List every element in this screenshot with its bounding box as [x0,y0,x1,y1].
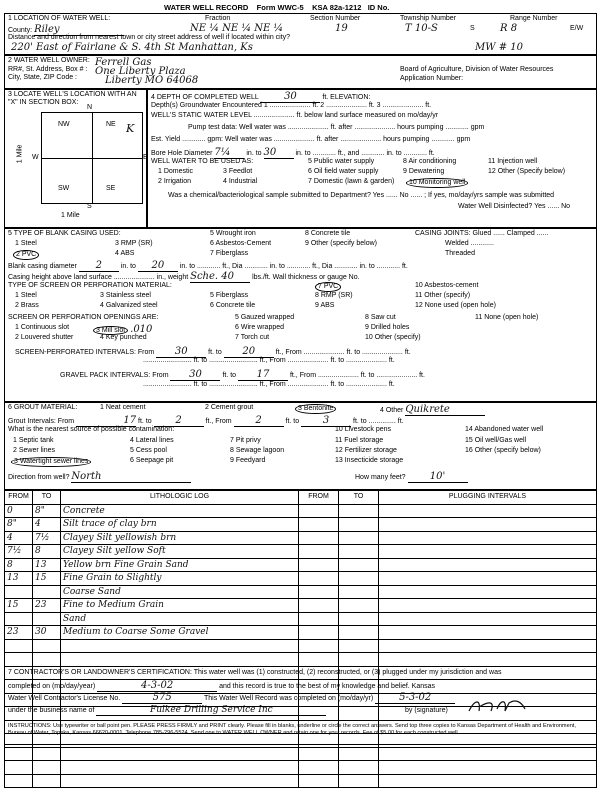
plug-to[interactable] [339,774,379,788]
log-to[interactable] [33,585,61,599]
plug-to[interactable] [339,504,379,518]
log-header-lithologic: LITHOLOGIC LOG [61,491,299,505]
water-well-record-form [4,4,597,745]
opening-drilled[interactable]: 9 Drilled holes [365,324,410,331]
blank-to-value[interactable]: 20 [138,260,178,272]
casing-rmp[interactable]: 3 RMP (SR) [115,240,153,247]
county-label: County: [8,27,33,34]
plug-from[interactable] [299,599,339,613]
section-7-certification [4,666,597,745]
bore-rest: in. to ............ ft., and ............ in. to ............ ft. [295,150,435,157]
table-row [5,585,597,599]
application-label: Application Number: [400,75,464,82]
plug-from[interactable] [299,653,339,667]
screen-galvanized[interactable]: 4 Galvanized steel [100,302,158,309]
blank-dia-label: Blank casing diameter [8,263,77,270]
log-to[interactable]: 13 [33,558,61,572]
screen-ft-to: ft. to [208,349,222,356]
opening-louvered[interactable]: 2 Louvered shutter [15,334,74,341]
business-label: under the business name of [8,707,95,714]
screen-to-value[interactable]: 20 [224,346,274,358]
use-11[interactable]: 11 Injection well [488,158,538,165]
log-to[interactable]: 8" [33,504,61,518]
grout-cement[interactable]: 2 Cement grout [205,404,254,411]
plug-from[interactable] [299,572,339,586]
casing-height-label: Casing height above land surface ..................... in., weight [8,274,189,281]
gravel-ft-to: ft. to [222,372,237,379]
grout-to-2[interactable]: 3 [301,415,351,427]
plug-interval[interactable] [379,626,597,640]
blank-dia-value[interactable]: 2 [79,260,119,272]
use-4[interactable]: 4 Industrial [223,178,258,185]
opening-gauzed[interactable]: 5 Gauzed wrapped [235,314,295,321]
casing-label: 5 TYPE OF BLANK CASING USED: [8,230,121,237]
section-5-casing: 5 TYPE OF BLANK CASING USED: 1 Steel 2 PVC 3 RMP (SR) 4 ABS 5 Wrought iron 6 Asbestos-Cement 7 Fiberglass 8 Concrete tile 9 Other (specify below) CASING JOINTS: Glued ...... Clamped ...... Welded ............ Threaded Blank casing diameter 2 in. to 20 in. to ............ ft., Dia ............ in. to ............ ft., Dia ............ in. to ............ ft. Casing height above land surface ..................... in., weight Sche. 40 lbs./ft. Wall thickness or gauge No. TYPE OF SCREEN OR PERFORATION MATERIAL: 1 Steel 2 Brass 3 Stainless steel 4 Galvanized steel 5 Fiberglass 6 Concrete tile 7 PVC 8 RMP (SR) 9 ABS 10 Asbestos-cement 11 Other (specify) 12 None used (open hole) SCREEN OR PERFORATION OPENINGS ARE: 1 Continuous slot 2 Louvered shutter 3 Mill slot .010 4 Key punched 5 Gauzed wrapped 6 Wire wrapped 7 Torch cut 8 Saw cut 9 Drilled holes 10 Other (specify) 11 None (open hole) SCREEN-PERFORATED INTERVALS: From 30 ft. to 20 ft., From ..................... ft. to ..................... ft. ......................... ft. to ......................... ft., From ..................... ft. to ..................... ft. GRAVEL PACK INTERVALS: From 30 ft. to 17 ft., From ..................... ft. to ..................... ft. ......................... ft. to ......................... ft., From ..................... ft. to ..................... ft. [4,228,597,402]
gravel-from-value[interactable]: 30 [170,369,220,381]
owner-address[interactable]: One Liberty Plaza [95,66,186,77]
section-6-grout: 6 GROUT MATERIAL: 1 Neat cement 2 Cement grout 3 Bentonite 4 Other Quikrete Grout Intervals: From 17 ft. to 2 ft., From 2 ft. to 3 ft. to .............. ft. What is the nearest source of possible contamination: 1 Septic tank 4 Lateral lines 7 Pit privy 10 Livestock pens 14 Abandoned water well 2 Sewer lines 5 Cess pool 8 Sewage lagoon 11 Fuel storage 15 Oil well/Gas well 3 Watertight sewer lines 6 Seepage pit 9 Feedyard 12 Fertilizer storage 16 Other (specify below) 13 Insecticide storage Direction from well? North How many feet? 10' [4,402,597,490]
screen-abs[interactable]: 9 ABS [315,302,335,309]
table-row [5,572,597,586]
grout-other[interactable]: 4 Other [380,407,404,414]
log-to[interactable]: 8 [33,545,61,559]
screen-ft-from: ft., From ..................... ft. to ..................... ft. [275,349,411,356]
range-ew: E/W [570,25,584,32]
table-row [5,612,597,626]
plug-interval[interactable] [379,558,597,572]
plug-interval[interactable] [379,774,597,788]
opening-other[interactable]: 10 Other (specify) [365,334,421,341]
use-9[interactable]: 9 Dewatering [403,168,445,175]
record-completed-label: This Water Well Record was completed on (mo/day/yr) [204,695,374,702]
table-row [5,531,597,545]
log-lithology[interactable]: Coarse Sand [61,585,299,599]
contam-lateral[interactable]: 4 Lateral lines [130,437,174,444]
screen-pvc-circled[interactable]: 7 PVC [315,282,341,292]
log-lithology[interactable]: Medium to Coarse Some Gravel [61,626,299,640]
contam-sewer[interactable]: 2 Sewer lines [13,447,56,454]
contam-feedyard[interactable]: 9 Feedyard [230,457,266,464]
range-value[interactable]: R 8 [500,23,518,34]
west-label: W [32,154,39,161]
table-row [5,545,597,559]
owner-city[interactable]: Liberty MO 64068 [105,75,199,86]
plug-interval[interactable] [379,545,597,559]
plug-interval[interactable] [379,761,597,775]
section-4-depth: 4 DEPTH OF COMPLETED WELL 30 ft. ELEVATION: Depth(s) Groundwater Encountered 1 ..................... ft. 2 ..................... ft. 3 ..................... ft. WELL'S STATIC WATER LEVEL ..................... ft. below land surface measured on mo/day/yr Pump test data: Well water was ..................... ft. after ..................... hours pumping ............ gpm Est. Yield ............ gpm: Well water was ..................... ft. after ..................... hours pumping ............ gpm Bore Hole Diameter 7¼ in. to 30 in. to ............ ft., and ............ in. to ............ ft. WELL WATER TO BE USED AS: 5 Public water supply 8 Air conditioning 11 Injection well 1 Domestic 3 Feedlot 6 Oil field water supply 9 Dewatering 12 Other (Specify below) 2 Irrigation 4 Industrial 7 Domestic (lawn & garden) 10 Monitoring well Was a chemical/bacteriological sample submitted to Department? Yes ...... No ...... ; If yes, mo/day/yrs sample was submitted Water Well Disinfected? Yes ...... No [147,89,597,228]
ksa-number: KSA 82a-1212 [312,3,362,12]
use-8[interactable]: 8 Air conditioning [403,158,457,165]
plug-to[interactable] [339,747,379,761]
use-2[interactable]: 2 Irrigation [158,178,192,185]
casing-weight-value[interactable]: Sche. 40 [190,271,250,283]
plug-to[interactable] [339,585,379,599]
gravel-ft-from: ft., From ..................... ft. to ..................... ft. [289,372,425,379]
table-row [5,774,597,788]
screen-stainless[interactable]: 3 Stainless steel [100,292,151,299]
casing-wrought[interactable]: 5 Wrought iron [210,230,256,237]
plug-from[interactable] [299,761,339,775]
casing-asbestos[interactable]: 6 Asbestos-Cement [210,240,272,247]
opening-saw[interactable]: 8 Saw cut [365,314,396,321]
plug-interval[interactable] [379,518,597,532]
depth-label: 4 DEPTH OF COMPLETED WELL [151,94,259,101]
casing-welded: Welded ............ [445,240,494,247]
form-number: Form WWC-5 [256,3,304,12]
log-lithology[interactable]: Yellow brn Fine Grain Sand [61,558,299,572]
mw-number: MW # 10 [475,42,523,53]
log-header-from: FROM [5,491,33,505]
casing-fiberglass[interactable]: 7 Fiberglass [210,250,249,257]
section-3-location-box [4,89,147,228]
contam-fertilizer[interactable]: 12 Fertilizer storage [335,447,397,454]
log-lithology[interactable] [61,653,299,667]
log-lithology[interactable]: Fine Grain to Slightly [61,572,299,586]
completed-label: completed on (mo/day/year) [8,683,96,690]
grout-neat[interactable]: 1 Neat cement [100,404,146,411]
contam-fuel[interactable]: 11 Fuel storage [335,437,384,444]
use-label: WELL WATER TO BE USED AS: [151,158,254,165]
plug-interval[interactable] [379,572,597,586]
quadrant-ne: NE [106,121,116,128]
instructions: INSTRUCTIONS: Use typewriter or ball point pen. PLEASE PRESS FIRMLY and PRINT clearly. Please fill in blanks, underline or circle the correct answers. Send top three copies to Kansas Department of Health and Environment, Bureau of Water, Topeka, Kansas 66620-0001. Telephone 785-296-5524. Send one to WATER WELL OWNER and retain one for your records. Fee of $5.00 for each constructed well. [8,723,576,736]
screen-steel[interactable]: 1 Steel [15,292,37,299]
plug-from[interactable] [299,545,339,559]
section-number-label: Section Number [310,15,361,22]
plug-interval[interactable] [379,504,597,518]
screen-other[interactable]: 11 Other (specify) [415,292,471,299]
log-from[interactable]: 8" [5,518,33,532]
gravel-intervals-label: GRAVEL PACK INTERVALS: From [60,372,169,379]
log-header-plug-to: TO [339,491,379,505]
log-to[interactable] [33,653,61,667]
range-label: Range Number [510,15,558,22]
plug-from[interactable] [299,774,339,788]
screen-brass[interactable]: 2 Brass [15,302,39,309]
screen-concrete[interactable]: 6 Concrete tile [210,302,256,309]
opening-key-punched[interactable]: 4 Key punched [100,334,147,341]
contam-abandoned[interactable]: 14 Abandoned water well [465,426,544,433]
rr-label: RR#, St. Address, Box # : [8,66,88,73]
log-to[interactable]: 7½ [33,531,61,545]
log-lithology[interactable]: Sand [61,612,299,626]
plug-to[interactable] [339,761,379,775]
city-label: City, State, ZIP Code : [8,74,77,81]
casing-abs[interactable]: 4 ABS [115,250,135,257]
plug-to[interactable] [339,531,379,545]
feet-value[interactable]: 10' [408,471,468,483]
use-6[interactable]: 6 Oil field water supply [308,168,379,175]
how-many-label: How many feet? [355,474,406,481]
groundwater-line: Depth(s) Groundwater Encountered 1 ..................... ft. 2 ..................... ft. 3 ..................... ft. [151,102,432,109]
log-lithology[interactable]: Silt trace of clay brn [61,518,299,532]
est-yield-line: Est. Yield ............ gpm: Well water was ..................... ft. after ..................... hours pumping ............ gpm [151,136,471,143]
screen-none[interactable]: 12 None used (open hole) [415,302,496,309]
pump-test-line: Pump test data: Well water was ..................... ft. after ..................... hours pumping ............ gpm [188,124,485,131]
table-row [5,626,597,640]
grout-bentonite-circled[interactable]: 3 Bentonite [295,404,336,414]
log-to[interactable] [33,612,61,626]
license-label: Water Well Contractor's License No. [8,695,121,702]
log-to[interactable] [33,761,61,775]
log-from[interactable]: 7½ [5,545,33,559]
plug-interval[interactable] [379,653,597,667]
log-from[interactable] [5,639,33,653]
mill-slot-size: .010 [130,324,153,335]
contam-label: What is the nearest source of possible contamination: [8,426,175,433]
signature-label: by (signature) [405,707,448,714]
plug-from[interactable] [299,747,339,761]
grout-intervals-label: Grout Intervals: From [8,418,75,425]
use-7[interactable]: 7 Domestic (lawn & garden) [308,178,395,185]
plug-interval[interactable] [379,639,597,653]
log-from[interactable] [5,612,33,626]
plug-interval[interactable] [379,531,597,545]
log-lithology[interactable]: Concrete [61,504,299,518]
log-from[interactable] [5,653,33,667]
log-to[interactable] [33,774,61,788]
distance-label: Distance and direction from nearest town or city street address of well if located within city? [8,34,291,41]
log-lithology[interactable]: Clayey Silt yellow Soft [61,545,299,559]
grout-label: 6 GROUT MATERIAL: [8,404,78,411]
township-s: S [470,25,475,32]
log-from[interactable] [5,761,33,775]
chem-sample-line: Was a chemical/bacteriological sample submitted to Department? Yes ...... No ...... ; If yes, mo/day/yrs sample was submitted [168,192,555,199]
casing-threaded: Threaded [445,250,475,257]
table-row [5,747,597,761]
use-3[interactable]: 3 Feedlot [223,168,253,175]
log-from[interactable]: 0 [5,504,33,518]
township-value[interactable]: T 10-S [405,23,438,34]
disinfected-line: Water Well Disinfected? Yes ...... No [458,203,571,210]
section-number-value[interactable]: 19 [335,23,348,34]
table-row [5,639,597,653]
log-lithology[interactable] [61,639,299,653]
section-3-label: 3 LOCATE WELL'S LOCATION WITH AN "X" IN SECTION BOX: [8,91,137,106]
plug-to[interactable] [339,653,379,667]
table-row [5,599,597,613]
log-from[interactable]: 15 [5,599,33,613]
use-1[interactable]: 1 Domestic [158,168,194,175]
plug-interval[interactable] [379,585,597,599]
north-label: N [87,104,93,111]
plug-to[interactable] [339,572,379,586]
contam-watertight-circled[interactable]: 3 Watertight sewer lines [11,457,91,467]
contam-septic[interactable]: 1 Septic tank [13,437,54,444]
plug-to[interactable] [339,639,379,653]
plug-interval[interactable] [379,599,597,613]
blank-rest: in. to ............ ft., Dia ............ in. to ............ ft., Dia ............ in. to ............ ft. [179,263,408,270]
log-lithology[interactable]: Clayey Silt yellowish brn [61,531,299,545]
log-from[interactable] [5,585,33,599]
plug-interval[interactable] [379,747,597,761]
completed-value[interactable]: 4-3-02 [97,680,217,692]
cert-line-2-rest: and this record is true to the best of my knowledge and belief. Kansas [219,683,436,690]
quadrant-sw: SW [58,185,70,192]
log-to[interactable] [33,639,61,653]
section-1-location [4,13,597,55]
location-label: 1 LOCATION OF WATER WELL: [8,15,111,22]
grout-other-value[interactable]: Quikrete [405,404,485,416]
plug-to[interactable] [339,612,379,626]
form-title: WATER WELL RECORD [164,3,249,12]
casing-joints: CASING JOINTS: Glued ...... Clamped ...... [415,230,549,237]
plug-from[interactable] [299,504,339,518]
contam-cess[interactable]: 5 Cess pool [130,447,167,454]
plug-from[interactable] [299,626,339,640]
grout-from-2[interactable]: 2 [234,415,284,427]
plug-to[interactable] [339,518,379,532]
casing-pvc-circled[interactable]: 2 PVC [13,250,39,260]
owner-name[interactable]: Ferrell Gas [95,57,152,68]
use-12[interactable]: 12 Other (Specify below) [488,168,566,175]
signature [465,697,575,715]
east-label: E [143,154,148,161]
quadrant-nw: NW [58,121,70,128]
screen-rmp[interactable]: 8 RMP (SR) [315,292,353,299]
table-row [5,558,597,572]
depth-unit: ft. ELEVATION: [322,94,371,101]
use-5[interactable]: 5 Public water supply [308,158,375,165]
opening-mill-slot-circled[interactable]: 3 Mill slot [93,326,128,335]
county-value[interactable]: Riley [34,24,124,36]
bore-value[interactable]: 7¼ [214,147,244,159]
fraction-value[interactable]: NE ¼ NE ¼ NE ¼ [190,23,284,34]
log-header-plugging: PLUGGING INTERVALS [379,491,597,505]
fraction-label: Fraction [205,15,231,22]
south-label: S [87,203,92,210]
location-x-mark: K [126,122,135,135]
wall-thickness-label: lbs./ft. Wall thickness or gauge No. [252,274,360,281]
log-from[interactable] [5,747,33,761]
log-lithology[interactable] [61,761,299,775]
table-row [5,761,597,775]
log-header-to: TO [33,491,61,505]
opening-none[interactable]: 11 None (open hole) [475,314,539,321]
screen-label: TYPE OF SCREEN OR PERFORATION MATERIAL: [8,282,172,289]
casing-concrete[interactable]: 8 Concrete tile [305,230,351,237]
contam-oil[interactable]: 15 Oil well/Gas well [465,437,527,444]
lithologic-log [4,490,597,666]
record-date-value[interactable]: 5-3-02 [375,692,455,704]
mile-label-bottom: 1 Mile [61,212,80,219]
plug-from[interactable] [299,639,339,653]
plug-to[interactable] [339,626,379,640]
depth-value[interactable]: 30 [260,91,320,103]
log-to[interactable] [33,747,61,761]
log-lithology[interactable] [61,774,299,788]
plug-to[interactable] [339,545,379,559]
opening-wire[interactable]: 6 Wire wrapped [235,324,285,331]
gravel-to-value[interactable]: 17 [238,369,288,381]
plug-to[interactable] [339,558,379,572]
static-level-line: WELL'S STATIC WATER LEVEL ..................... ft. below land surface measured on mo/day/yr [151,112,439,119]
contam-other[interactable]: 16 Other (specify below) [465,447,541,454]
screen-fiberglass[interactable]: 5 Fiberglass [210,292,249,299]
contam-pit[interactable]: 7 Pit privy [230,437,261,444]
mile-label: 1 Mile [16,144,24,164]
section-2-owner [4,55,597,89]
license-value[interactable]: 575 [122,692,202,704]
opening-continuous[interactable]: 1 Continuous slot [15,324,70,331]
openings-label: SCREEN OR PERFORATION OPENINGS ARE: [8,314,159,321]
screen-intervals-label: SCREEN-PERFORATED INTERVALS: From [15,349,155,356]
screen-asbestos[interactable]: 10 Asbestos-cement [415,282,479,289]
contam-insecticide[interactable]: 13 Insecticide storage [335,457,404,464]
log-to[interactable]: 15 [33,572,61,586]
table-row [5,504,597,518]
bore-to-value[interactable]: 30 [264,147,294,159]
log-to[interactable]: 30 [33,626,61,640]
section-grid[interactable] [41,112,143,204]
log-header-plug-from: FROM [299,491,339,505]
quadrant-se: SE [106,185,116,192]
log-from[interactable]: 23 [5,626,33,640]
grout-to-1[interactable]: 2 [154,415,204,427]
plug-from[interactable] [299,518,339,532]
log-to[interactable]: 4 [33,518,61,532]
log-from[interactable]: 8 [5,558,33,572]
id-number-label: ID No. [367,3,390,12]
use-10-circled[interactable]: 10 Monitoring well [406,178,468,188]
log-lithology[interactable]: Fine to Medium Grain [61,599,299,613]
screen-from-value[interactable]: 30 [156,346,206,358]
plug-from[interactable] [299,612,339,626]
plug-interval[interactable] [379,612,597,626]
casing-other[interactable]: 9 Other (specify below) [305,240,377,247]
log-from[interactable] [5,774,33,788]
direction-value[interactable]: North [71,471,191,483]
contam-livestock[interactable]: 10 Livestock pens [335,426,392,433]
contam-lagoon[interactable]: 8 Sewage lagoon [230,447,285,454]
table-row [5,653,597,667]
log-lithology[interactable] [61,747,299,761]
business-value[interactable]: Fulkee Drilling Service Inc [96,705,326,716]
contam-seepage[interactable]: 6 Seepage pit [130,457,174,464]
log-to[interactable]: 23 [33,599,61,613]
casing-steel[interactable]: 1 Steel [15,240,37,247]
table-row [5,518,597,532]
grout-from-1[interactable]: 17 [76,415,136,427]
plug-from[interactable] [299,585,339,599]
plug-from[interactable] [299,558,339,572]
board-label: Board of Agriculture, Division of Water Resources [400,66,554,73]
cert-line-1: 7 CONTRACTOR'S OR LANDOWNER'S CERTIFICATION: This water well was (1) constructed, (2) reconstructed, or (3) plugged under my jurisdiction and was [8,669,502,676]
form-header [164,4,389,12]
bore-label: Bore Hole Diameter [151,150,213,157]
log-from[interactable]: 4 [5,531,33,545]
township-label: Township Number [400,15,457,22]
plug-from[interactable] [299,531,339,545]
plug-to[interactable] [339,599,379,613]
owner-label: 2 WATER WELL OWNER: [8,57,90,64]
distance-value[interactable]: 220' East of Fairlane & S. 4th St Manhattan, Ks [11,42,253,53]
log-from[interactable]: 13 [5,572,33,586]
direction-label: Direction from well? [8,474,70,481]
opening-torch[interactable]: 7 Torch cut [235,334,270,341]
